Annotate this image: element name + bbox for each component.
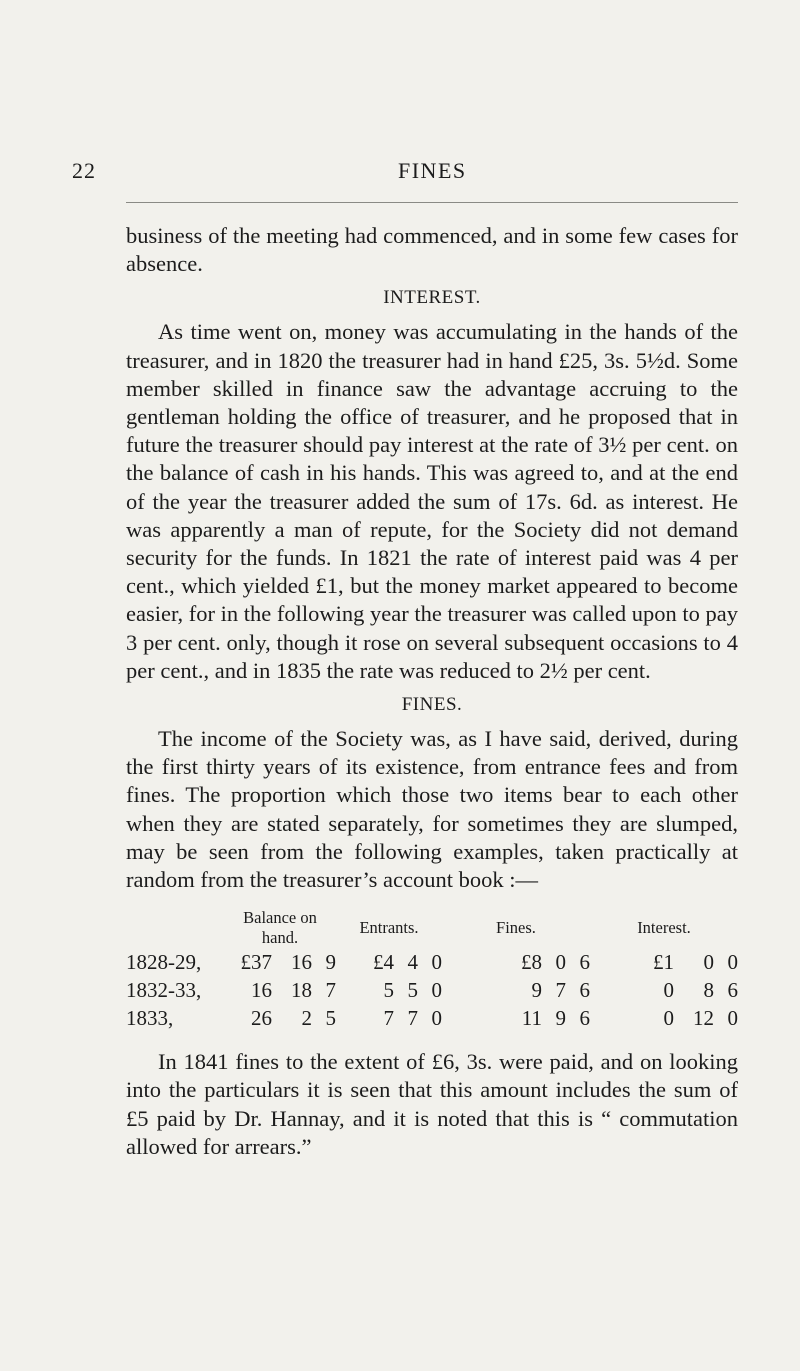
fines-cell: 9 7 6 <box>531 978 590 1003</box>
interest-cell: 0 12 0 <box>663 1006 738 1031</box>
header-fines: Fines. <box>496 918 536 938</box>
table-row <box>126 1004 738 1032</box>
1841-paragraph: In 1841 fines to the extent of £6, 3s. were paid, and on looking into the particulars it is seen that this amount includes the sum of £5 paid by Dr. Hannay, and it is noted that this is “ commutation allowed for arrears.” <box>126 1049 738 1159</box>
interest-heading: INTEREST. <box>383 287 481 309</box>
interest-paragraph: As time went on, money was accumulating in the hands of the treasurer, and in 1820 the treasurer had in hand £25, 3s. 5½d. Some member skilled in finance saw the advantage accruing to the gentleman holding the office of treasurer, and he proposed that in future the treasurer should pay interest at the rate of 3½ per cent. on the balance of cash in his hands. This was agreed to, and at the end of the year the treasurer added the sum of 17s. 6d. as interest. He was apparently a man of repute, for the Society did not demand security for the funds. In 1821 the rate of interest paid was 4 per cent., which yielded £1, but the money market appeared to become easier, for in the following year the treasurer was called upon to pay 3 per cent. only, though it rose on several subsequent occasions to 4 per cent., and in 1835 the rate was reduced to 2½ per cent. <box>126 319 738 683</box>
page-number: 22 <box>72 158 96 183</box>
table-row <box>126 976 738 1004</box>
row-year: 1832-33, <box>126 978 202 1003</box>
balance-cell: 16 18 7 <box>251 978 336 1003</box>
entrants-cell: 5 5 0 <box>383 978 442 1003</box>
table-row <box>126 948 738 976</box>
fines-cell: 11 9 6 <box>521 1006 590 1031</box>
fines-heading: FINES. <box>401 694 463 716</box>
intro-paragraph: business of the meeting had commenced, and in some few cases for absence. <box>126 223 738 277</box>
fines-paragraph: The income of the Society was, as I have said, derived, during the first thirty years of its existence, from entrance fees and from fines. The proportion which those two items bear to each other when they are stated separately, for sometimes they are slumped, may be seen from the following examples, taken practically at random from the treasurer’s account book :— <box>126 726 738 893</box>
interest-cell: 0 8 6 <box>663 978 738 1003</box>
page-body <box>126 222 738 1161</box>
interest-cell: £1 0 0 <box>653 950 738 975</box>
running-head: FINES <box>398 158 467 183</box>
header-rule <box>126 202 738 203</box>
entrants-cell: £4 4 0 <box>373 950 442 975</box>
accounts-table <box>126 908 738 1032</box>
page-header <box>0 158 800 188</box>
table-header-row <box>126 908 738 948</box>
fines-cell: £8 0 6 <box>521 950 590 975</box>
balance-cell: 26 2 5 <box>251 1006 336 1031</box>
header-entrants: Entrants. <box>359 918 419 938</box>
entrants-cell: 7 7 0 <box>383 1006 442 1031</box>
row-year: 1833, <box>126 1006 174 1031</box>
balance-cell: £37 16 9 <box>240 950 336 975</box>
row-year: 1828-29, <box>126 950 202 975</box>
header-interest: Interest. <box>637 918 691 938</box>
header-balance: Balance on hand. <box>243 908 317 948</box>
